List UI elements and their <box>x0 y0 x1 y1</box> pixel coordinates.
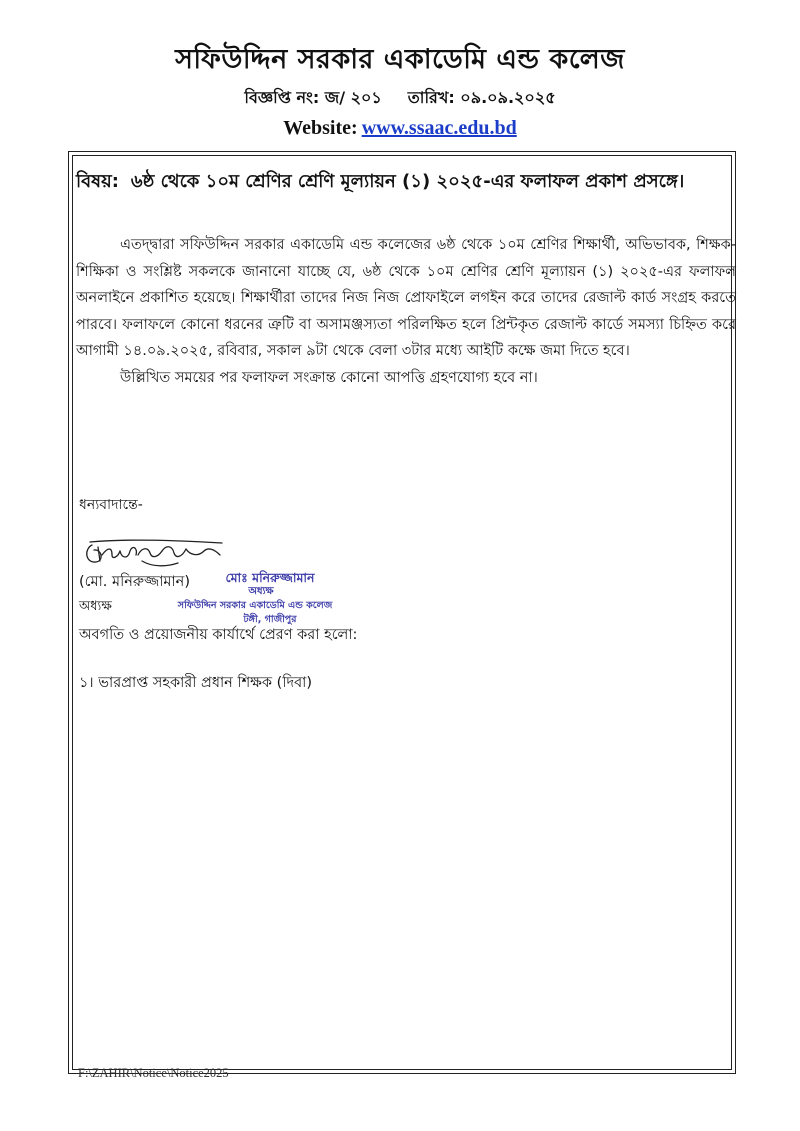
website-label: Website: <box>283 117 358 139</box>
institution-name: সফিউদ্দিন সরকার একাডেমি এন্ড কলেজ <box>175 44 625 75</box>
signatory-name: (মো. মনিরুজ্জামান) <box>79 574 190 590</box>
notice-number: বিজ্ঞপ্তি নং: জ/ ২০১ <box>244 88 382 107</box>
subject-text: ৬ষ্ঠ থেকে ১০ম শ্রেণির শ্রেণি মূল্যায়ন (১) ২০২৫-এর ফলাফল প্রকাশ প্রসঙ্গে। <box>130 171 685 192</box>
closing-salutation: ধন্যবাদান্তে- <box>79 497 143 513</box>
letterhead <box>0 40 800 142</box>
notice-date: তারিখ: ০৯.০৯.২০২৫ <box>407 88 556 107</box>
file-path-footer: F:\ZAHIR\Notice\Notice2025 <box>78 1066 229 1080</box>
seal-name: মোঃ মনিরুজ্জামান <box>225 570 315 585</box>
seal-location: টঙ্গী, গাজীপুর <box>243 614 297 625</box>
signature-image <box>82 537 232 575</box>
recipient-list <box>79 672 312 694</box>
notice-body <box>76 232 736 391</box>
handwritten-signature-icon <box>82 537 232 571</box>
website-line <box>0 114 800 142</box>
official-seal <box>165 571 345 627</box>
subject-line <box>76 165 736 198</box>
seal-role: অধ্যক্ষ <box>248 586 274 597</box>
signatory-designation: অধ্যক্ষ <box>79 599 112 614</box>
forwarding-note: অবগতি ও প্রয়োজনীয় কার্যার্থে প্রেরণ করা হলো: <box>79 627 358 643</box>
body-paragraph-1: এতদ্দ্বারা সফিউদ্দিন সরকার একাডেমি এন্ড কলেজের ৬ষ্ঠ থেকে ১০ম শ্রেণির শিক্ষার্থী, অভিভাবক, শিক্ষক-শিক্ষিকা ও সংশ্লিষ্ট সকলকে জানানো যাচ্ছে যে, ৬ষ্ঠ থেকে ১০ম শ্রেণির শ্রেণি মূল্যায়ন (১) ২০২৫-এর ফলাফল অনলাইনে প্রকাশিত হয়েছে। শিক্ষার্থীরা তাদের নিজ নিজ প্রোফাইলে লগইন করে তাদের রেজাল্ট কার্ড সংগ্রহ করতে পারবে। ফলাফলে কোনো ধরনের ত্রুটি বা অসামঞ্জস্যতা পরিলক্ষিত হলে প্রিন্টকৃত রেজাল্ট কার্ডে সমস্যা চিহ্নিত করে আগামী ১৪.০৯.২০২৫, রবিবার, সকাল ৯টা থেকে বেলা ৩টার মধ্যে আইটি কক্ষে জমা দিতে হবে। <box>76 237 736 359</box>
subject-label: বিষয়: <box>76 171 119 192</box>
notice-reference <box>0 84 800 112</box>
seal-institution: সফিউদ্দিন সরকার একাডেমি এন্ড কলেজ <box>177 600 333 611</box>
recipient-item: ১। ভারপ্রাপ্ত সহকারী প্রধান শিক্ষক (দিবা) <box>79 675 313 691</box>
body-paragraph-2: উল্লিখিত সময়ের পর ফলাফল সংক্রান্ত কোনো আপত্তি গ্রহণযোগ্য হবে না। <box>120 369 538 386</box>
website-link[interactable]: www.ssaac.edu.bd <box>361 117 517 139</box>
